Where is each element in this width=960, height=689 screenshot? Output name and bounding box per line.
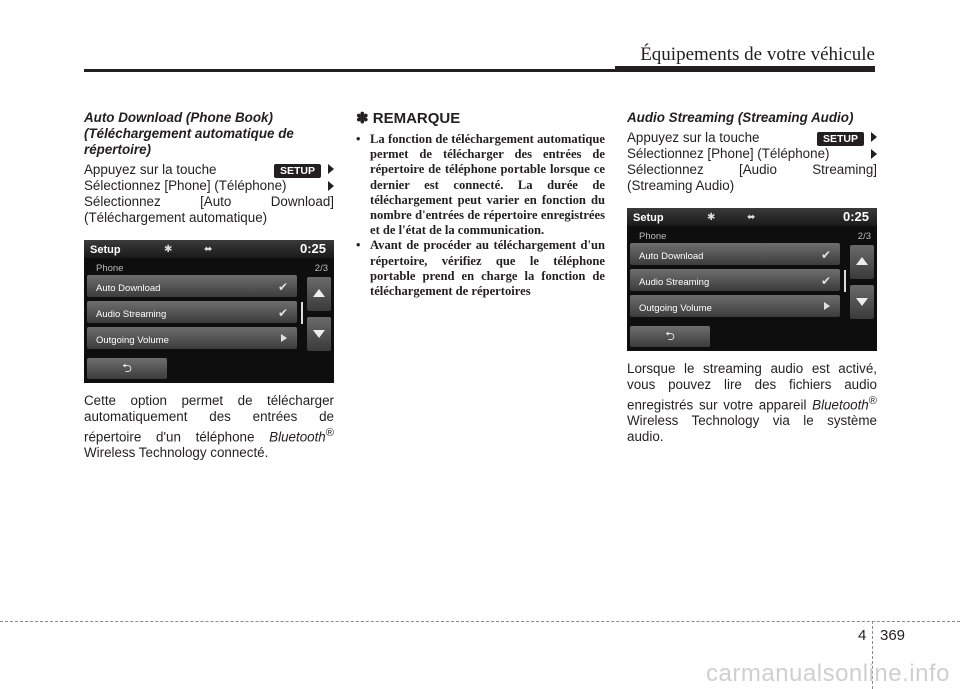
description-text: Lorsque le streaming audio est activé, vous pouvez lire des fichiers audio enregistrés sur votre appareil	[627, 361, 877, 413]
step-select-audio-streaming: Sélectionnez [Audio Streaming] (Streaming Audio)	[627, 162, 877, 193]
column-audio-streaming	[627, 110, 877, 445]
bluetooth-brand: Bluetooth	[812, 397, 869, 413]
column-auto-download	[84, 110, 334, 461]
screen-item-label: Outgoing Volume	[96, 335, 169, 346]
screen-section: Phone	[639, 231, 667, 242]
screen-title: Setup	[90, 244, 121, 256]
up-arrow-icon	[313, 289, 325, 297]
step-select-phone	[627, 146, 877, 162]
screen-item-label: Audio Streaming	[96, 309, 167, 320]
step-select-phone-text: Sélectionnez [Phone] (Téléphone)	[627, 146, 830, 161]
check-icon: ✔	[277, 280, 288, 294]
description-text: Wireless Technology connecté.	[84, 445, 269, 461]
chapter-number: 4	[858, 627, 867, 644]
screen-scroll-indicator	[301, 302, 303, 324]
screen-subtitle-bar	[84, 259, 334, 273]
step-select-auto-download: Sélectionnez [Auto Download] (Téléchargement automatique)	[84, 194, 334, 225]
step-press-setup	[84, 162, 334, 178]
footer-rule	[0, 621, 960, 622]
screen-section: Phone	[96, 263, 124, 274]
screen-item-outgoing-volume	[87, 327, 297, 349]
registered-mark: ®	[325, 427, 334, 439]
screen-down-button	[850, 285, 874, 319]
screen-up-button	[850, 245, 874, 279]
arrow-right-icon	[281, 334, 287, 342]
auto-download-heading: Auto Download (Phone Book) (Téléchargement automatique de répertoire)	[84, 110, 294, 157]
screen-item-label: Outgoing Volume	[639, 303, 712, 314]
screen-item-audio-streaming	[630, 269, 840, 291]
remark-item: • La fonction de téléchargement automatique permet de télécharger des entrées de répertoire de téléphone portable lorsque ce dernier est connecté. La durée de téléchargement peut varier en fonction du nombre d'entrées de répertoire enregistrées et de l'état de la communication.	[356, 132, 605, 238]
step-press-text: Appuyez sur la touche	[627, 130, 760, 145]
check-icon: ✔	[820, 248, 831, 262]
arrow-right-icon	[328, 181, 334, 191]
screen-title-bar	[84, 240, 334, 258]
setup-screen-image	[84, 240, 334, 383]
screen-item-auto-download	[630, 243, 840, 265]
check-icon: ✔	[277, 306, 288, 320]
step-select-phone-text: Sélectionnez [Phone] (Téléphone)	[84, 178, 287, 193]
page-number: 369	[880, 627, 906, 644]
screen-item-label: Audio Streaming	[639, 277, 710, 288]
arrow-right-icon	[871, 149, 877, 159]
screen-page-indicator: 2/3	[857, 231, 871, 242]
auto-download-description	[84, 393, 334, 461]
screen-title: Setup	[633, 212, 664, 224]
registered-mark: ®	[868, 395, 877, 407]
screen-subtitle-bar	[627, 227, 877, 241]
remark-item: • Avant de procéder au téléchargement d'un répertoire, vérifiez que le téléphone portable prend en charge la fonction de téléchargement de répertoires	[356, 238, 605, 299]
column-remark	[356, 110, 605, 299]
screen-item-label: Auto Download	[96, 283, 161, 294]
usb-icon: ⬌	[204, 244, 213, 255]
screen-item-outgoing-volume	[630, 295, 840, 317]
bluetooth-icon: ✱	[707, 212, 716, 223]
screen-back-button	[630, 326, 710, 347]
down-arrow-icon	[856, 298, 868, 306]
description-text: Wireless Technology via le système audio.	[627, 413, 877, 445]
usb-icon: ⬌	[747, 212, 756, 223]
setup-screen-image	[627, 208, 877, 351]
back-icon: ⮌	[122, 361, 132, 375]
watermark: carmanualsonline.info	[706, 660, 950, 687]
screen-up-button	[307, 277, 331, 311]
remark-list	[356, 132, 605, 299]
audio-streaming-description	[627, 361, 877, 445]
back-icon: ⮌	[665, 329, 675, 343]
arrow-right-icon	[328, 164, 334, 174]
step-select-phone	[84, 178, 334, 194]
arrow-right-icon	[824, 302, 830, 310]
step-press-setup	[627, 130, 877, 146]
header-rule	[84, 69, 875, 72]
down-arrow-icon	[313, 330, 325, 338]
setup-key-badge: SETUP	[817, 132, 864, 146]
screen-time: 0:25	[299, 241, 326, 256]
screen-time: 0:25	[842, 209, 869, 224]
bluetooth-icon: ✱	[164, 244, 173, 255]
screen-item-audio-streaming	[87, 301, 297, 323]
screen-down-button	[307, 317, 331, 351]
arrow-right-icon	[871, 132, 877, 142]
screen-back-button	[87, 358, 167, 379]
audio-streaming-heading: Audio Streaming (Streaming Audio)	[627, 110, 854, 125]
screen-page-indicator: 2/3	[314, 263, 328, 274]
setup-key-badge: SETUP	[274, 164, 321, 178]
screen-item-label: Auto Download	[639, 251, 704, 262]
screen-item-auto-download	[87, 275, 297, 297]
screen-title-bar	[627, 208, 877, 226]
page-header-title: Équipements de votre véhicule	[640, 44, 875, 65]
bluetooth-brand: Bluetooth	[269, 429, 326, 445]
check-icon: ✔	[820, 274, 831, 288]
step-press-text: Appuyez sur la touche	[84, 162, 217, 177]
description-text: Cette option permet de télécharger automatiquement des entrées de répertoire d'un téléphone	[84, 393, 334, 445]
remark-title: ✽ REMARQUE	[356, 110, 461, 127]
up-arrow-icon	[856, 257, 868, 265]
screen-scroll-indicator	[844, 270, 846, 292]
